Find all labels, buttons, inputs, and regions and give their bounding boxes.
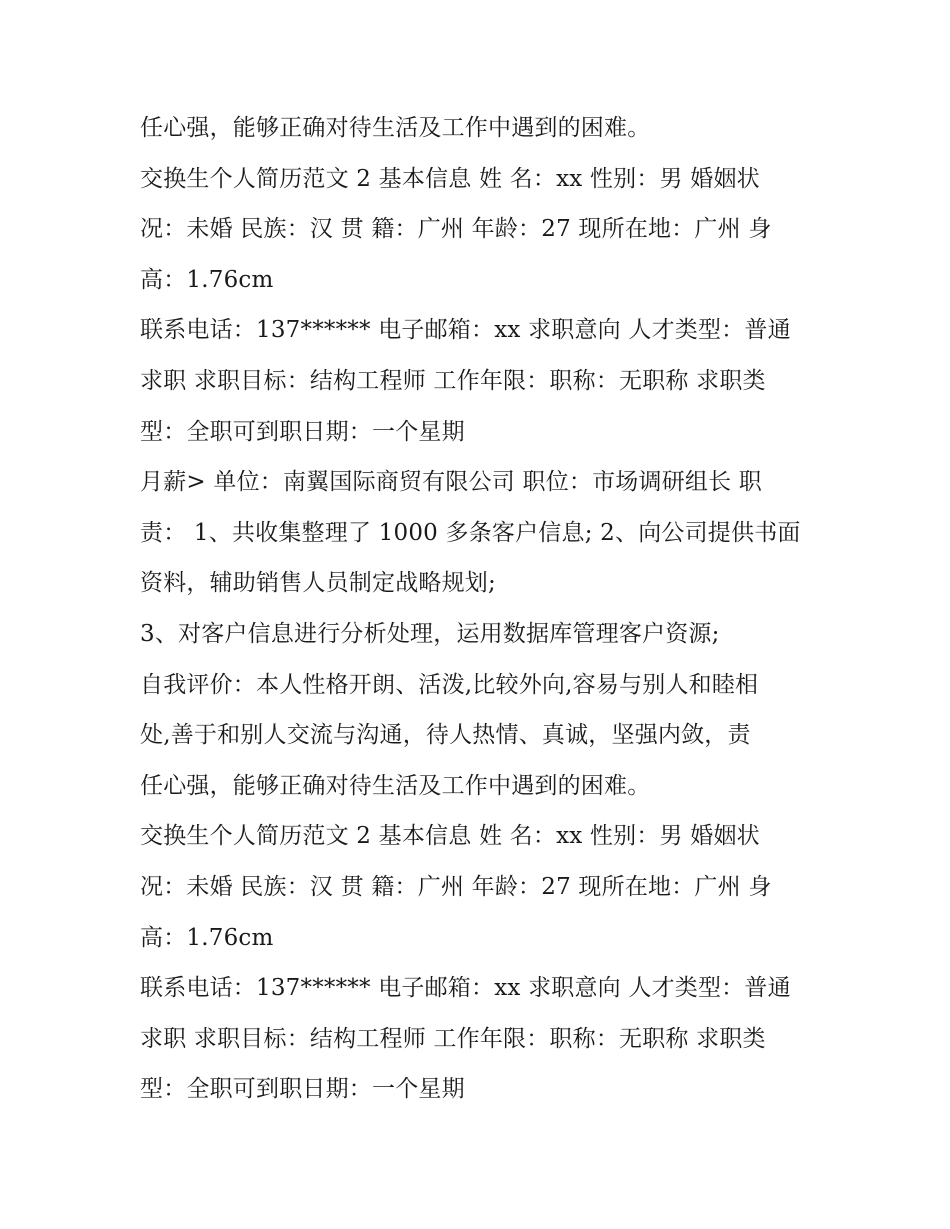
text-line: 任心强，能够正确对待生活及工作中遇到的困难。: [140, 115, 651, 141]
text-line: 交换生个人简历范文 2 基本信息 姓 名：xx 性别：男 婚姻状: [140, 823, 760, 850]
text-line: 资料，辅助销售人员制定战略规划;: [140, 570, 496, 597]
text-line: 求职 求职目标：结构工程师 工作年限：职称：无职称 求职类: [140, 367, 766, 394]
text-line: 况：未婚 民族：汉 贯 籍：广州 年龄：27 现所在地：广州 身: [140, 216, 772, 243]
text-line: 联系电话：137****** 电子邮箱：xx 求职意向 人才类型：普通: [140, 975, 791, 1002]
text-line: 处,善于和别人交流与沟通，待人热情、真诚，坚强内敛，责: [140, 722, 751, 749]
text-line: 3、对客户信息进行分析处理，运用数据库管理客户资源;: [140, 620, 720, 647]
text-line: 月薪> 单位：南翼国际商贸有限公司 职位：市场调研组长 职: [140, 469, 763, 496]
text-line: 自我评价：本人性格开朗、活泼,比较外向,容易与别人和睦相: [140, 671, 759, 698]
text-line: 任心强，能够正确对待生活及工作中遇到的困难。: [140, 772, 651, 799]
text-line: 况：未婚 民族：汉 贯 籍：广州 年龄：27 现所在地：广州 身: [140, 873, 772, 900]
text-line: 型：全职可到职日期：一个星期: [140, 1076, 465, 1103]
text-line: 求职 求职目标：结构工程师 工作年限：职称：无职称 求职类: [140, 1025, 766, 1052]
text-line: 型：全职可到职日期：一个星期: [140, 418, 465, 445]
document-body: [140, 103, 810, 1115]
text-line: 高：1.76cm: [140, 266, 274, 293]
text-line: 联系电话：137****** 电子邮箱：xx 求职意向 人才类型：普通: [140, 317, 791, 344]
text-line: 交换生个人简历范文 2 基本信息 姓 名：xx 性别：男 婚姻状: [140, 165, 760, 192]
text-line: 责： 1、共收集整理了 1000 多条客户信息; 2、向公司提供书面: [140, 519, 801, 546]
text-line: 高：1.76cm: [140, 924, 274, 951]
